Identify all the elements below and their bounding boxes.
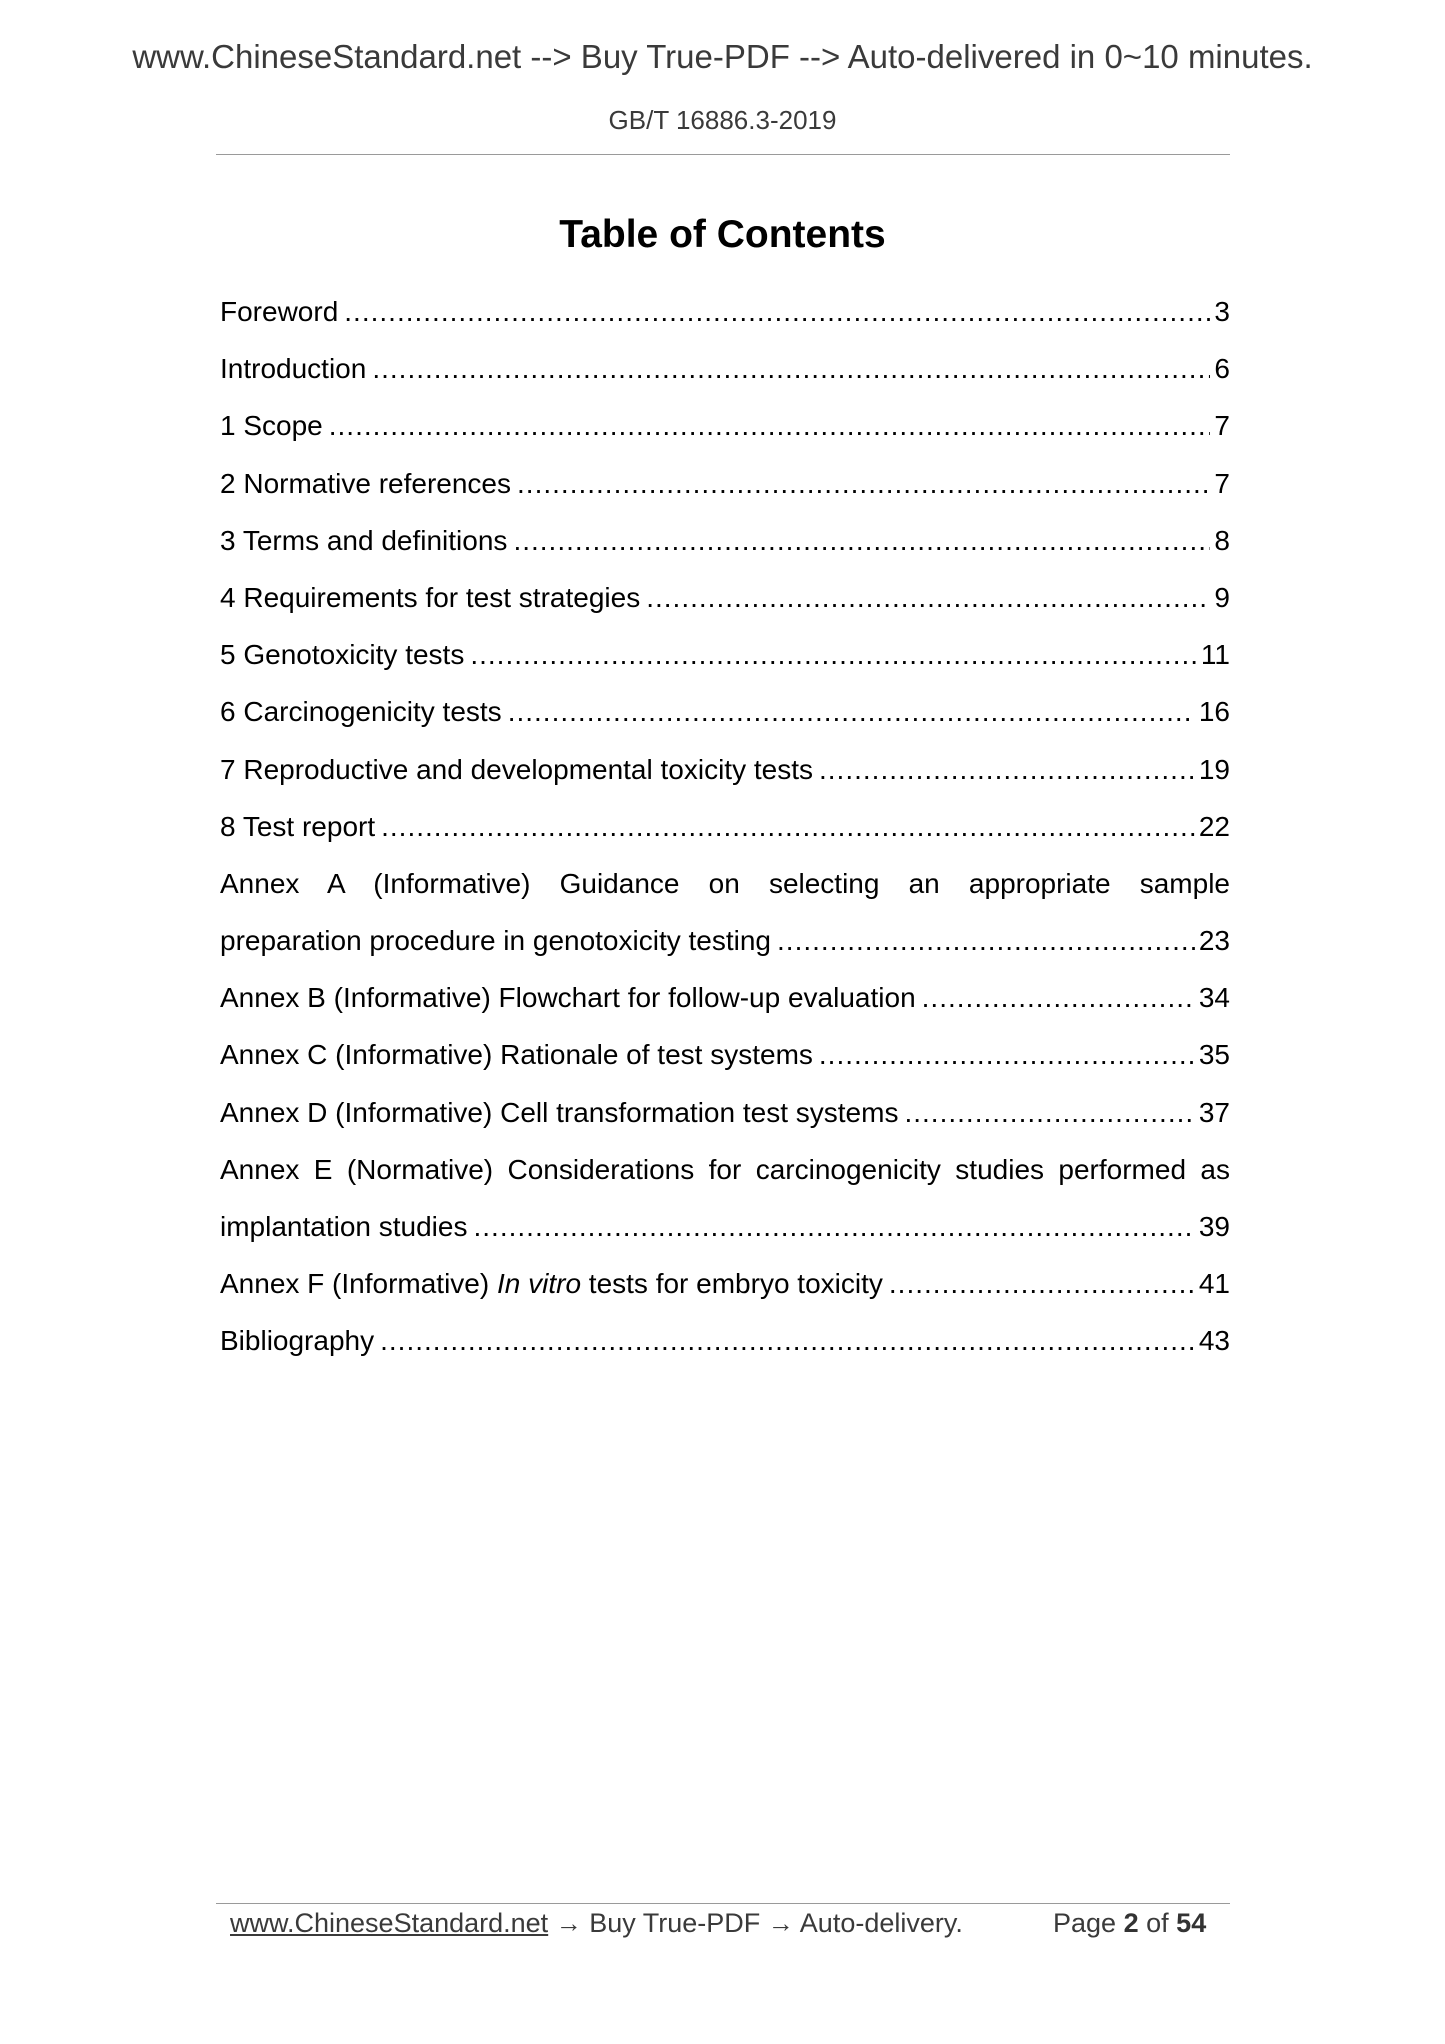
right-arrow-icon: → xyxy=(555,1908,582,1938)
toc-entry-page: 8 xyxy=(1214,524,1230,556)
dot-leader xyxy=(889,1255,1195,1312)
toc-entry-annex-c[interactable] xyxy=(220,1026,1230,1083)
dot-leader xyxy=(372,340,1210,397)
of-word: of xyxy=(1146,1908,1169,1938)
toc-entry-page: 7 xyxy=(1214,467,1230,499)
dot-leader xyxy=(646,569,1210,626)
toc-entry-page: 39 xyxy=(1198,1211,1230,1242)
toc-entry-genotoxicity[interactable] xyxy=(220,626,1230,683)
toc-entry-annex-d[interactable] xyxy=(220,1084,1230,1141)
dot-leader xyxy=(513,512,1210,569)
toc-entry-label: Foreword xyxy=(220,296,339,327)
toc-entry-label: 4 Requirements for test strategies xyxy=(220,581,641,613)
toc-entry-label: Annex B (Informative) Flowchart for follow-up evaluation xyxy=(220,982,916,1014)
toc-entry-page: 22 xyxy=(1198,810,1230,842)
top-banner: www.ChineseStandard.net --> Buy True-PDF --> Auto-delivered in 0~10 minutes. xyxy=(132,38,1313,75)
toc-entry-label: 7 Reproductive and developmental toxicity tests xyxy=(220,753,813,785)
toc-entry-label-line1: Annex E (Normative) Considerations for carcinogenicity studies performed as xyxy=(220,1153,1230,1185)
toc-entry-carcinogenicity[interactable] xyxy=(220,683,1230,740)
footer-delivery-text: Auto-delivery. xyxy=(799,1908,963,1938)
label-prefix: Annex F (Informative) xyxy=(220,1268,497,1300)
toc-entry-scope[interactable] xyxy=(220,397,1230,454)
toc-entry-page: 43 xyxy=(1198,1325,1230,1357)
dot-leader xyxy=(344,283,1210,340)
table-of-contents xyxy=(220,283,1230,1370)
footer-divider xyxy=(216,1903,1230,1904)
toc-entry-label: 1 Scope xyxy=(220,410,323,442)
toc-entry-reproductive-toxicity[interactable] xyxy=(220,741,1230,798)
toc-entry-page: 7 xyxy=(1214,410,1230,442)
toc-entry-foreword[interactable] xyxy=(220,283,1230,340)
toc-entry-test-strategies[interactable] xyxy=(220,569,1230,626)
toc-entry-introduction[interactable] xyxy=(220,340,1230,397)
header-divider xyxy=(216,154,1230,155)
toc-entry-label: implantation studies xyxy=(220,1211,468,1242)
dot-leader xyxy=(329,397,1211,454)
toc-entry-terms-definitions[interactable] xyxy=(220,512,1230,569)
toc-entry-label: 6 Carcinogenicity tests xyxy=(220,696,502,728)
dot-leader xyxy=(508,683,1195,740)
dot-leader xyxy=(473,1198,1194,1255)
toc-entry-annex-a[interactable] xyxy=(220,855,1230,969)
toc-entry-label: Bibliography xyxy=(220,1325,375,1357)
page-indicator xyxy=(1053,1908,1206,1939)
dot-leader xyxy=(777,912,1195,969)
toc-entry-page: 35 xyxy=(1198,1039,1230,1071)
dot-leader xyxy=(381,798,1195,855)
toc-entry-bibliography[interactable] xyxy=(220,1312,1230,1369)
toc-entry-page: 34 xyxy=(1198,982,1230,1014)
page-word: Page xyxy=(1053,1908,1117,1938)
toc-entry-page: 16 xyxy=(1198,696,1230,728)
footer-site-link[interactable]: www.ChineseStandard.net xyxy=(230,1908,549,1938)
dot-leader xyxy=(922,969,1195,1026)
toc-entry-label: 3 Terms and definitions xyxy=(220,524,508,556)
toc-entry-label: 8 Test report xyxy=(220,810,376,842)
toc-entry-page: 6 xyxy=(1214,353,1230,385)
page-current: 2 xyxy=(1123,1908,1139,1938)
toc-entry-annex-a-line2 xyxy=(220,912,1230,969)
toc-entry-annex-b[interactable] xyxy=(220,969,1230,1026)
toc-entry-page: 19 xyxy=(1198,753,1230,785)
document-number: GB/T 16886.3-2019 xyxy=(608,105,837,135)
toc-entry-page: 9 xyxy=(1214,581,1230,613)
toc-entry-label: Annex C (Informative) Rationale of test systems xyxy=(220,1039,813,1071)
dot-leader xyxy=(904,1084,1194,1141)
page-total: 54 xyxy=(1176,1908,1207,1938)
toc-entry-annex-f[interactable] xyxy=(220,1255,1230,1312)
right-arrow-icon: → xyxy=(767,1908,794,1938)
toc-entry-label xyxy=(220,1255,889,1312)
toc-entry-page: 37 xyxy=(1198,1096,1230,1128)
dot-leader xyxy=(380,1312,1195,1369)
toc-entry-page: 11 xyxy=(1200,639,1230,671)
toc-entry-label: 2 Normative references xyxy=(220,467,512,499)
dot-leader xyxy=(819,741,1195,798)
label-suffix: tests for embryo toxicity xyxy=(581,1268,883,1300)
label-italic: In vitro xyxy=(496,1268,582,1300)
toc-entry-annex-e-line2 xyxy=(220,1198,1230,1255)
toc-entry-label: Annex D (Informative) Cell transformation test systems xyxy=(220,1096,899,1128)
toc-entry-label: 5 Genotoxicity tests xyxy=(220,639,465,671)
toc-entry-test-report[interactable] xyxy=(220,798,1230,855)
toc-entry-page: 3 xyxy=(1214,296,1230,327)
dot-leader xyxy=(470,626,1197,683)
footer-buy-text: Buy True-PDF xyxy=(589,1908,761,1938)
toc-entry-normative-references[interactable] xyxy=(220,455,1230,512)
toc-entry-page: 23 xyxy=(1198,925,1230,957)
dot-leader xyxy=(819,1026,1195,1083)
footer-promo xyxy=(230,1908,963,1939)
dot-leader xyxy=(517,455,1210,512)
toc-title: Table of Contents xyxy=(559,213,886,256)
toc-entry-label: Introduction xyxy=(220,353,367,385)
toc-entry-label: preparation procedure in genotoxicity testing xyxy=(220,925,772,957)
toc-entry-label-line1: Annex A (Informative) Guidance on selecting an appropriate sample xyxy=(220,867,1230,899)
toc-entry-annex-e[interactable] xyxy=(220,1141,1230,1255)
toc-entry-page: 41 xyxy=(1198,1268,1230,1300)
